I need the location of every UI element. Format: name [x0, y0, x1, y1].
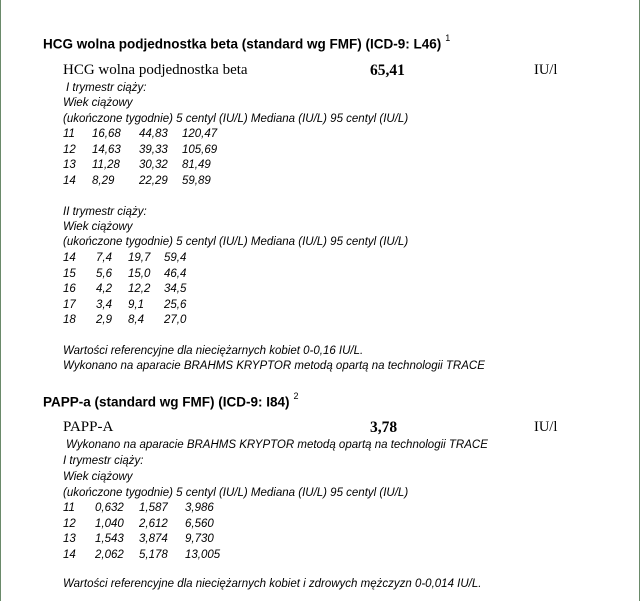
cell-p95: 25,6 [164, 298, 187, 311]
cell-p5: 3,4 [96, 298, 112, 311]
papp-t1-header: (ukończone tygodnie) 5 centyl (IU/L) Mediana (IU/L) 95 centyl (IU/L) [63, 487, 409, 499]
hcg-section-title [43, 35, 450, 52]
cell-p95: 59,4 [164, 252, 187, 264]
cell-med: 2,612 [139, 517, 168, 530]
papp-method-note: Wykonano na aparacie BRAHMS KRYPTOR metodą opartą na technologii TRACE [66, 439, 488, 451]
cell-med: 44,83 [139, 128, 168, 140]
cell-week: 13 [63, 533, 76, 545]
hcg-reference-note: Wartości referencyjne dla nieciężarnych kobiet 0-0,16 IU/L. [63, 345, 364, 357]
cell-med: 8,4 [128, 314, 144, 326]
papp-t1-label: I trymestr ciąży: [63, 455, 144, 467]
cell-p5: 4,2 [96, 283, 112, 295]
cell-week: 14 [63, 174, 76, 187]
papp-title-text: PAPP-a (standard wg FMF) (ICD-9: I84) [43, 394, 290, 410]
cell-week: 17 [63, 298, 76, 311]
hcg-t1-wiek: Wiek ciążowy [63, 97, 133, 109]
hcg-footnote-mark: 1 [445, 33, 451, 43]
cell-week: 13 [63, 159, 76, 171]
cell-p95: 46,4 [164, 267, 187, 280]
papp-t1-wiek: Wiek ciążowy [63, 471, 133, 483]
cell-p95: 120,47 [182, 128, 218, 140]
hcg-t2-wiek: Wiek ciążowy [63, 221, 133, 233]
hcg-title-text: HCG wolna podjednostka beta (standard wg FMF) (ICD-9: L46) [43, 36, 442, 52]
cell-week: 11 [63, 128, 75, 140]
cell-p95: 59,89 [182, 174, 211, 187]
cell-p5: 0,632 [95, 502, 124, 514]
papp-reference-note: Wartości referencyjne dla nieciężarnych kobiet i zdrowych mężczyzn 0-0,014 IU/L. [63, 578, 482, 590]
cell-week: 14 [63, 548, 76, 561]
cell-week: 15 [63, 267, 76, 280]
cell-week: 12 [63, 517, 76, 530]
cell-p5: 14,63 [92, 143, 121, 156]
hcg-method-note: Wykonano na aparacie BRAHMS KRYPTOR metodą opartą na technologii TRACE [63, 360, 485, 372]
cell-p5: 5,6 [96, 267, 112, 280]
cell-p95: 9,730 [185, 533, 214, 545]
cell-med: 5,178 [139, 548, 168, 561]
cell-p95: 105,69 [182, 143, 218, 156]
hcg-t1-label: I trymestr ciąży: [66, 82, 147, 94]
cell-p5: 7,4 [96, 252, 112, 264]
cell-p5: 2,062 [95, 548, 124, 561]
cell-p5: 1,543 [95, 533, 124, 545]
cell-p5: 8,29 [92, 174, 115, 187]
papp-footnote-mark: 2 [293, 391, 299, 401]
cell-med: 19,7 [128, 252, 151, 264]
cell-med: 12,2 [128, 283, 151, 295]
cell-p5: 1,040 [95, 517, 124, 530]
cell-p95: 13,005 [185, 548, 221, 561]
hcg-test-name: HCG wolna podjednostka beta [63, 62, 248, 78]
papp-test-name: PAPP-A [63, 419, 114, 435]
cell-p95: 27,0 [164, 314, 187, 326]
hcg-t1-header: (ukończone tygodnie) 5 centyl (IU/L) Mediana (IU/L) 95 centyl (IU/L) [63, 113, 409, 125]
cell-med: 3,874 [139, 533, 168, 545]
cell-p5: 16,68 [92, 128, 121, 140]
cell-p95: 81,49 [182, 159, 211, 171]
cell-week: 14 [63, 252, 76, 264]
cell-p95: 34,5 [164, 283, 187, 295]
cell-p5: 11,28 [92, 159, 120, 171]
cell-week: 16 [63, 283, 76, 295]
cell-week: 18 [63, 314, 76, 326]
cell-week: 11 [63, 502, 75, 514]
cell-med: 22,29 [139, 174, 168, 187]
papp-test-unit: IU/l [534, 419, 558, 435]
cell-p5: 2,9 [96, 314, 112, 326]
hcg-t2-label: II trymestr ciąży: [63, 206, 147, 218]
cell-week: 12 [63, 143, 76, 156]
cell-p95: 6,560 [185, 517, 214, 530]
cell-med: 39,33 [139, 143, 168, 156]
cell-med: 30,32 [139, 159, 168, 171]
hcg-t2-header: (ukończone tygodnie) 5 centyl (IU/L) Mediana (IU/L) 95 centyl (IU/L) [63, 236, 409, 248]
cell-med: 9,1 [128, 298, 144, 311]
papp-test-value: 3,78 [370, 419, 398, 436]
hcg-test-value: 65,41 [370, 62, 405, 79]
cell-p95: 3,986 [185, 502, 214, 514]
hcg-test-unit: IU/l [534, 62, 558, 78]
cell-med: 15,0 [128, 267, 151, 280]
cell-med: 1,587 [139, 502, 168, 514]
papp-section-title [43, 393, 299, 410]
